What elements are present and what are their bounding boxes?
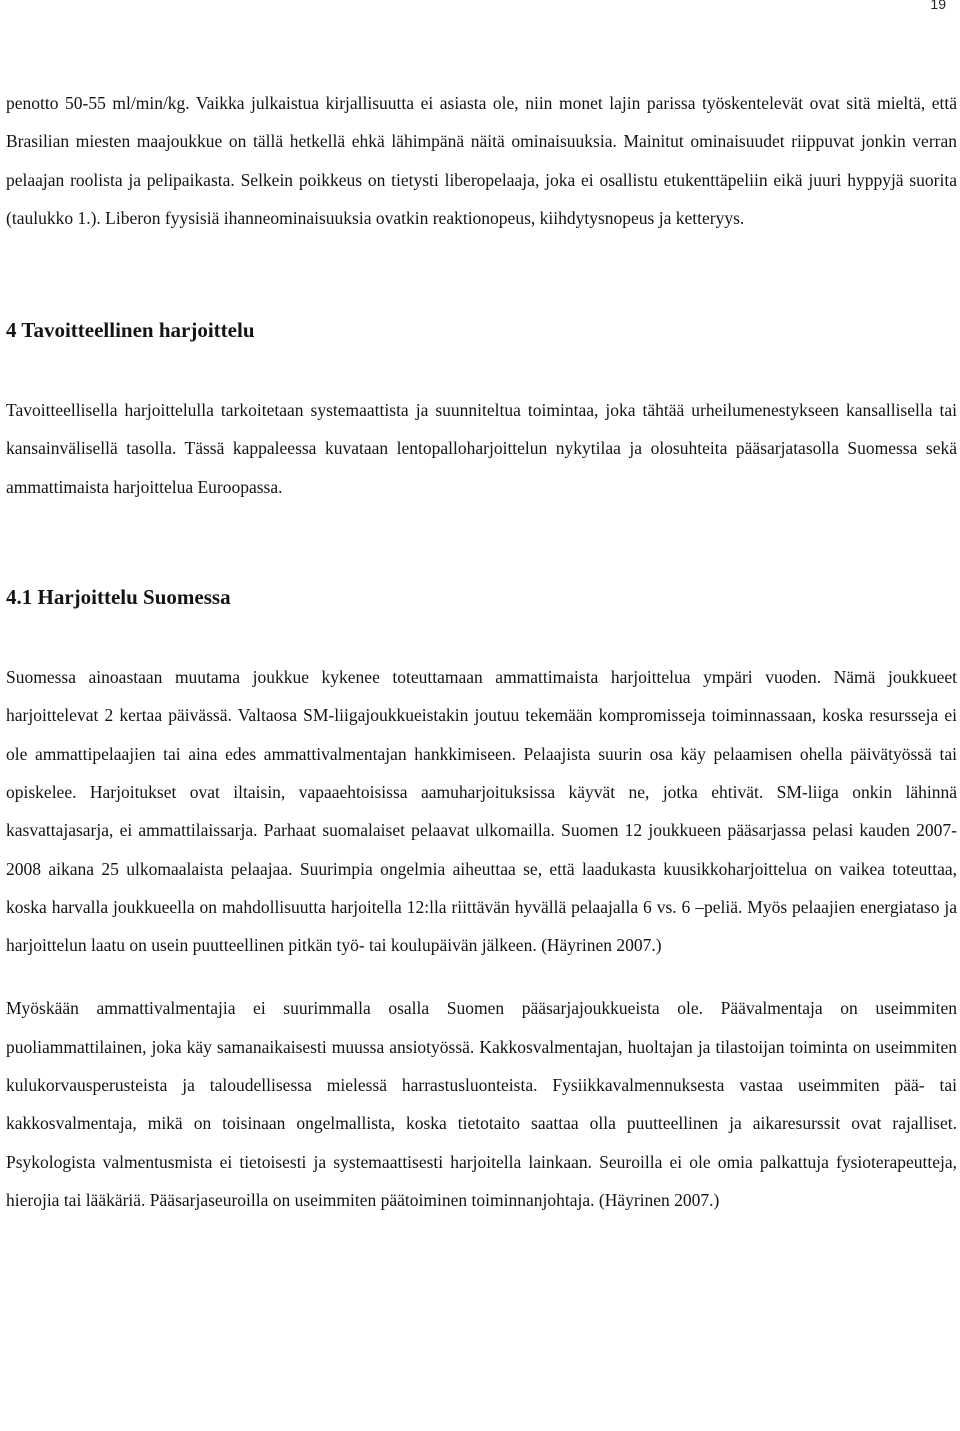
page-number: 19 [930,0,946,12]
section-heading-goal-oriented-training: 4 Tavoitteellinen harjoittelu [6,318,255,343]
paragraph-professional-coaches: Myöskään ammattivalmentajia ei suurimmalla osalla Suomen pääsarjajoukkueista ole. Päävalmentaja on useimmiten puoliammattilainen, joka käy samanaikaisesti muussa ansiotyössä. Kakkosvalmentajan, huoltajan ja tilastoijan toiminta on useimmiten kulukorvausperusteista ja taloudellisessa mielessä harrastusluonteista. Fysiikkavalmennuksesta vastaa useimmiten pää- tai kakkosvalmentaja, mikä on toisinaan ongelmallista, koska tietotaito saattaa olla puutteellinen ja aikaresurssit ovat rajalliset. Psykologista valmentusmista ei tietoisesti ja systemaattisesti harjoitella lainkaan. Seuroilla ei ole omia palkattuja fysioterapeutteja, hierojia tai lääkäriä. Pääsarjaseuroilla on useimmiten päätoiminen toiminnanjohtaja. (Häyrinen 2007.) [6,998,957,1210]
document-body [6,84,957,1219]
paragraph-goal-oriented-training: Tavoitteellisella harjoittelulla tarkoitetaan systemaattista ja suunniteltua toimintaa, joka tähtää urheilumenestykseen kansallisella tai kansainvälisellä tasolla. Tässä kappaleessa kuvataan lentopalloharjoittelun nykytilaa ja olosuhteita pääsarjatasolla Suomessa sekä ammattimaista harjoittelua Euroopassa. [6,400,957,497]
paragraph-training-in-finland: Suomessa ainoastaan muutama joukkue kykenee toteuttamaan ammattimaista harjoittelua ympäri vuoden. Nämä joukkueet harjoittelevat 2 kertaa päivässä. Valtaosa SM-liigajoukkueistakin joutuu tekemään kompromisseja toiminnassaan, koska resursseja ei ole ammattipelaajien tai aina edes ammattivalmentajan hankkimiseen. Pelaajista suurin osa käy pelaamisen ohella päivätyössä tai opiskelee. Harjoitukset ovat iltaisin, vapaaehtoisissa aamuharjoituksissa käyvät ne, jotka ehtivät. SM-liiga onkin lähinnä kasvattajasarja, ei ammattilaissarja. Parhaat suomalaiset pelaavat ulkomailla. Suomen 12 joukkueen pääsarjassa pelasi kauden 2007-2008 aikana 25 ulkomaalaista pelaajaa. Suurimpia ongelmia aiheuttaa se, että laadukasta kuusikkoharjoittelua on vaikea toteuttaa, koska harvalla joukkueella on mahdollisuutta harjoitella 12:lla riittävän hyvällä pelaajalla 6 vs. 6 –peliä. Myös pelaajien energiataso ja harjoittelun laatu on usein puutteellinen pitkän työ- tai koulupäivän jälkeen. (Häyrinen 2007.) [6,667,957,956]
subsection-heading-training-in-finland: 4.1 Harjoittelu Suomessa [6,585,231,610]
paragraph-player-qualities: penotto 50-55 ml/min/kg. Vaikka julkaistua kirjallisuutta ei asiasta ole, niin monet lajin parissa työskentelevät ovat sitä mieltä, että Brasilian miesten maajoukkue on tällä hetkellä ehkä lähimpänä näitä ominaisuuksia. Mainitut ominaisuudet riippuvat jonkin verran pelaajan roolista ja pelipaikasta. Selkein poikkeus on tietysti liberopelaaja, joka ei osallistu etukenttäpeliin eikä juuri hyppyjä suorita (taulukko 1.). Liberon fyysisiä ihanneominaisuuksia ovatkin reaktionopeus, kiihdytysnopeus ja ketteryys. [6,93,957,228]
